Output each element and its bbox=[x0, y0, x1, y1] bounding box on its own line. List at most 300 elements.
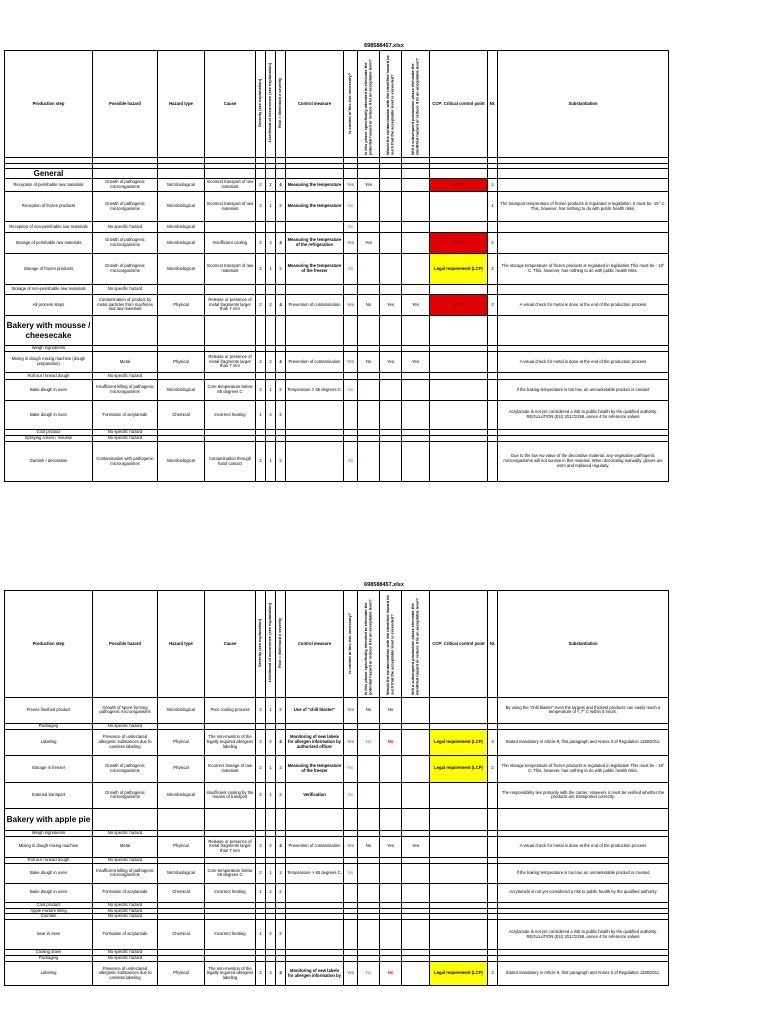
cell-cause: Incorrect heating bbox=[205, 920, 256, 950]
header-risk bbox=[276, 51, 286, 158]
cell-type: Microbiological bbox=[158, 254, 205, 285]
cell-r: 2 bbox=[276, 863, 286, 883]
table-row bbox=[5, 920, 669, 950]
cell-cause: Insufficient cooling by the means of transport bbox=[205, 782, 256, 808]
cell-step: Storage of frozen products bbox=[5, 254, 93, 285]
table-row bbox=[5, 233, 669, 254]
empty-cell bbox=[498, 316, 669, 346]
cell-q4 bbox=[402, 373, 430, 380]
cell-cause: Contamination through hand contact bbox=[205, 442, 256, 482]
empty-cell bbox=[380, 316, 402, 346]
cell-q3 bbox=[380, 883, 402, 902]
cell-nr bbox=[488, 920, 498, 950]
header-q3-label: Would the contamination with the identified hazard be such that the acceptable level is exceeded? bbox=[385, 595, 395, 695]
cell-r: 2 bbox=[276, 697, 286, 723]
header-nr bbox=[488, 591, 498, 698]
cell-l bbox=[266, 373, 276, 380]
cell-nr: 3 bbox=[488, 962, 498, 986]
cell-subst: The transport temperature of frozen products is regulated in legislation. It must be -15° C. This, however, has nothing to do with public health risks. bbox=[498, 192, 669, 222]
cell-s: 2 bbox=[256, 352, 266, 373]
cell-ccp bbox=[430, 373, 488, 380]
cell-subst: The storage temperature of frozen products is regulated in legislation This must be - 18° C. This, however, has nothing to do with public health risks. bbox=[498, 254, 669, 285]
cell-q3: Yes bbox=[380, 352, 402, 373]
header-type bbox=[158, 591, 205, 698]
header-row bbox=[5, 591, 669, 698]
cell-subst bbox=[498, 233, 669, 254]
cell-q1 bbox=[344, 883, 358, 902]
cell-subst: A visual check for metal is done at the end of the production process bbox=[498, 352, 669, 373]
cell-q1: No bbox=[344, 442, 358, 482]
cell-step: Apple mixture filling bbox=[5, 908, 93, 914]
cell-r: 4 bbox=[276, 352, 286, 373]
cell-control: Monitoring of new labels for allergen information by bbox=[286, 962, 344, 986]
cell-hazard: Growth of pathogenic microorganisms bbox=[93, 233, 158, 254]
cell-q4 bbox=[402, 233, 430, 254]
cell-hazard: No specific hazard bbox=[93, 956, 158, 962]
cell-l: 2 bbox=[266, 920, 276, 950]
cell-nr bbox=[488, 352, 498, 373]
lcp-badge: Legal requirement (LCP) bbox=[430, 254, 488, 285]
cell-subst: Due to the low Aw value of the decorative material, any vegetative pathogenic microorganisms will not survive in this material. When decorating manually, gloves are worn and replaced regularly. bbox=[498, 442, 669, 482]
cell-hazard: Contamination with pathogenic microorganisms bbox=[93, 442, 158, 482]
cell-q1: Yes bbox=[344, 295, 358, 316]
cell-nr: 1 bbox=[488, 179, 498, 192]
cell-q1: No bbox=[344, 863, 358, 883]
cell-q3 bbox=[380, 442, 402, 482]
cell-subst: Acrylamide is not yet considered a risk to public health by the qualified authority bbox=[498, 883, 669, 902]
cell-hazard: Growth of spore-forming pathogenic microorganisms bbox=[93, 697, 158, 723]
cell-subst bbox=[498, 179, 669, 192]
cell-control: Prevention of contamination bbox=[286, 352, 344, 373]
cell-hazard: No specific hazard bbox=[93, 908, 158, 914]
cell-nr bbox=[488, 373, 498, 380]
cell-q4 bbox=[402, 729, 430, 755]
table-row bbox=[5, 352, 669, 373]
empty-cell bbox=[430, 316, 488, 346]
header-ccp bbox=[430, 591, 488, 698]
cell-s: 2 bbox=[256, 295, 266, 316]
header-ccp-label: CCP: Critical control point bbox=[432, 640, 485, 646]
cell-q2 bbox=[358, 192, 380, 222]
cell-s: 2 bbox=[256, 782, 266, 808]
ccp-badge: CCP bbox=[430, 295, 488, 316]
cell-r: 2 bbox=[276, 442, 286, 482]
table-row bbox=[5, 192, 669, 222]
table-row bbox=[5, 729, 669, 755]
cell-q3: No bbox=[380, 729, 402, 755]
cell-hazard: Metal bbox=[93, 352, 158, 373]
cell-r: 4 bbox=[276, 729, 286, 755]
cell-q2: No bbox=[358, 295, 380, 316]
cell-step: All process steps bbox=[5, 295, 93, 316]
cell-q2 bbox=[358, 222, 380, 233]
header-control-label: Control measure bbox=[297, 640, 332, 646]
empty-cell bbox=[488, 316, 498, 346]
cell-step: Storage of non-perishable raw materials bbox=[5, 285, 93, 295]
header-row bbox=[5, 51, 669, 158]
header-q1 bbox=[344, 51, 358, 158]
cell-q3 bbox=[380, 285, 402, 295]
cell-subst: If the baking temperature is too low, an unmarketable product is created bbox=[498, 380, 669, 401]
cell-q1 bbox=[344, 285, 358, 295]
section-row bbox=[5, 168, 669, 178]
header-hazard bbox=[93, 51, 158, 158]
cell-cause: Core temperature below 65 degrees C bbox=[205, 863, 256, 883]
cell-control bbox=[286, 222, 344, 233]
cell-r bbox=[276, 373, 286, 380]
cell-l: 2 bbox=[266, 233, 276, 254]
cell-q4 bbox=[402, 697, 430, 723]
table-row bbox=[5, 401, 669, 430]
table-row bbox=[5, 836, 669, 857]
header-cause-label: Cause bbox=[223, 100, 237, 106]
empty-cell bbox=[358, 316, 380, 346]
cell-q4 bbox=[402, 755, 430, 782]
cell-q3: Yes bbox=[380, 295, 402, 316]
header-cause-label: Cause bbox=[223, 640, 237, 646]
empty-cell bbox=[344, 168, 358, 178]
cell-subst bbox=[498, 373, 669, 380]
cell-step: Weigh ingredients bbox=[5, 346, 93, 352]
cell-subst bbox=[498, 285, 669, 295]
cell-q4: Yes bbox=[402, 352, 430, 373]
cell-q1: Yes bbox=[344, 233, 358, 254]
cell-q3 bbox=[380, 782, 402, 808]
empty-cell bbox=[402, 808, 430, 830]
cell-q2 bbox=[358, 401, 380, 430]
cell-control: Measuring the temperature of the freezer bbox=[286, 254, 344, 285]
cell-s: 2 bbox=[256, 380, 266, 401]
cell-control: Prevention of contamination bbox=[286, 295, 344, 316]
cell-l: 1 bbox=[266, 254, 276, 285]
cell-q4 bbox=[402, 782, 430, 808]
cell-l: 1 bbox=[266, 697, 276, 723]
cell-step: Reception of perishable raw materials bbox=[5, 179, 93, 192]
empty-cell bbox=[93, 808, 158, 830]
empty-cell bbox=[488, 808, 498, 830]
cell-s: 2 bbox=[256, 254, 266, 285]
cell-hazard: No specific hazard bbox=[93, 723, 158, 729]
header-hazard bbox=[93, 591, 158, 698]
header-q4-label: Will a subsequent production phase eliminate the identified hazard or reduce it to an acceptable level? bbox=[410, 58, 420, 155]
cell-q2: Yes bbox=[358, 233, 380, 254]
cell-q2: Yes bbox=[358, 179, 380, 192]
cell-r: 2 bbox=[276, 920, 286, 950]
header-step bbox=[5, 51, 93, 158]
cell-hazard: No specific hazard bbox=[93, 902, 158, 908]
cell-type: Chemical bbox=[158, 883, 205, 902]
cell-s: 2 bbox=[256, 729, 266, 755]
cell-l: 2 bbox=[266, 729, 276, 755]
header-q3-label: Would the contamination with the identified hazard be such that the acceptable level is exceeded? bbox=[385, 55, 395, 155]
cell-step: Reception of non-perishable raw materials bbox=[5, 222, 93, 233]
cell-nr: 1 bbox=[488, 192, 498, 222]
cell-cause: Release or presence of metal fragments larger than 7 mm bbox=[205, 352, 256, 373]
cell-step: Mixing in dough mixing machine (dough preparation) bbox=[5, 352, 93, 373]
cell-hazard: Insufficient killing of pathogenic microorganisms bbox=[93, 380, 158, 401]
cell-s: 2 bbox=[256, 442, 266, 482]
cell-l: 2 bbox=[266, 962, 276, 986]
cell-nr bbox=[488, 836, 498, 857]
cell-control: Verification bbox=[286, 782, 344, 808]
cell-l: 1 bbox=[266, 442, 276, 482]
cell-q1: No bbox=[344, 755, 358, 782]
cell-ccp bbox=[430, 442, 488, 482]
cell-type: Chemical bbox=[158, 401, 205, 430]
cell-q3 bbox=[380, 401, 402, 430]
cell-cause: Incorrect transport of raw materials bbox=[205, 192, 256, 222]
cell-l: 1 bbox=[266, 380, 276, 401]
cell-subst: A visual check for metal is done at the end of the production process bbox=[498, 836, 669, 857]
cell-q3 bbox=[380, 222, 402, 233]
cell-nr bbox=[488, 380, 498, 401]
cell-cause: Poor cooling process bbox=[205, 697, 256, 723]
table-row bbox=[5, 863, 669, 883]
table-row bbox=[5, 883, 669, 902]
cell-control bbox=[286, 883, 344, 902]
header-subst-label: Substantiation bbox=[568, 100, 598, 106]
section-title: Bakery with mousse / cheesecake bbox=[5, 316, 93, 346]
empty-cell bbox=[205, 316, 256, 346]
cell-cause bbox=[205, 222, 256, 233]
cell-control: Measuring the temperature of the refrigeration bbox=[286, 233, 344, 254]
cell-hazard: Growth of pathogenic microorganisms bbox=[93, 755, 158, 782]
header-step-label: Production step bbox=[32, 640, 65, 646]
cell-q1: No bbox=[344, 254, 358, 285]
header-likelihood-label: Likelihood of occurrence (see explanation) bbox=[267, 603, 273, 683]
cell-q1: Yes bbox=[344, 836, 358, 857]
cell-s: 2 bbox=[256, 697, 266, 723]
cell-cause: Incorrect storage of raw materials bbox=[205, 755, 256, 782]
empty-cell bbox=[498, 808, 669, 830]
cell-ccp bbox=[430, 222, 488, 233]
cell-control bbox=[286, 442, 344, 482]
cell-hazard: Contamination of product by metal particles from machines and raw materials bbox=[93, 295, 158, 316]
cell-hazard: No specific hazard bbox=[93, 222, 158, 233]
section-title: Bakery with apple pie bbox=[5, 808, 93, 830]
cell-l: 2 bbox=[266, 401, 276, 430]
header-cause bbox=[205, 591, 256, 698]
cell-r bbox=[276, 285, 286, 295]
cell-ccp bbox=[430, 352, 488, 373]
cell-step: Crumble bbox=[5, 914, 93, 920]
header-type bbox=[158, 51, 205, 158]
cell-step: Storage of perishable raw materials bbox=[5, 233, 93, 254]
cell-q2 bbox=[358, 442, 380, 482]
empty-cell bbox=[286, 168, 344, 178]
header-ccp-label: CCP: Critical control point bbox=[432, 100, 485, 106]
cell-type: Physical bbox=[158, 962, 205, 986]
cell-subst: If the baking temperature is too low, an unmarketable product is created bbox=[498, 863, 669, 883]
table-row bbox=[5, 782, 669, 808]
cell-step: Garnish / decoration bbox=[5, 442, 93, 482]
cell-cause: Insufficient cooling bbox=[205, 233, 256, 254]
cell-subst: The responsibility lies primarily with the carrier. However, it must be verified whether the products are transported correctly. bbox=[498, 782, 669, 808]
header-severity bbox=[256, 591, 266, 698]
cell-q4 bbox=[402, 179, 430, 192]
empty-cell bbox=[358, 168, 380, 178]
cell-step: Weigh ingredients bbox=[5, 830, 93, 836]
document-title-page-2: 698588457.xlsx bbox=[364, 582, 404, 588]
table-row bbox=[5, 295, 669, 316]
table-row bbox=[5, 285, 669, 295]
cell-step: Bake dough in oven bbox=[5, 883, 93, 902]
cell-l: 1 bbox=[266, 192, 276, 222]
cell-nr bbox=[488, 285, 498, 295]
cell-q2: No bbox=[358, 836, 380, 857]
empty-cell bbox=[402, 316, 430, 346]
header-risk bbox=[276, 591, 286, 698]
header-severity bbox=[256, 51, 266, 158]
cell-q4 bbox=[402, 285, 430, 295]
header-subst bbox=[498, 591, 669, 698]
cell-hazard: No specific hazard bbox=[93, 914, 158, 920]
cell-step: Freeze finished product bbox=[5, 697, 93, 723]
cell-nr bbox=[488, 782, 498, 808]
cell-q3 bbox=[380, 755, 402, 782]
lcp-badge: Legal requirement (LCP) bbox=[430, 729, 488, 755]
header-q2-label: Is this phase specifically intended to eliminate the potential hazard or reduce it to an acceptable level? bbox=[363, 59, 373, 155]
cell-q1: Yes bbox=[344, 179, 358, 192]
cell-nr bbox=[488, 222, 498, 233]
cell-l: 2 bbox=[266, 179, 276, 192]
ccp-badge: CCP bbox=[430, 233, 488, 254]
cell-r: 2 bbox=[276, 782, 286, 808]
cell-r: 2 bbox=[276, 883, 286, 902]
cell-subst: The storage temperature of frozen products is regulated in legislation This must be - 18° C. This, however, has nothing to do with public health risks. bbox=[498, 755, 669, 782]
header-q2 bbox=[358, 51, 380, 158]
header-q3 bbox=[380, 591, 402, 698]
cell-s: 1 bbox=[256, 920, 266, 950]
header-severity-label: Severity (see explanation) bbox=[257, 78, 263, 127]
cell-cause bbox=[205, 285, 256, 295]
cell-step: Cool product bbox=[5, 902, 93, 908]
cell-nr bbox=[488, 883, 498, 902]
header-subst bbox=[498, 51, 669, 158]
cell-l: 1 bbox=[266, 782, 276, 808]
cell-s bbox=[256, 222, 266, 233]
cell-step: Sear in oven bbox=[5, 920, 93, 950]
cell-r: 2 bbox=[276, 192, 286, 222]
table-row bbox=[5, 380, 669, 401]
cell-q3 bbox=[380, 192, 402, 222]
empty-cell bbox=[276, 168, 286, 178]
empty-cell bbox=[344, 808, 358, 830]
header-hazard-label: Possible hazard bbox=[109, 100, 141, 106]
section-title: General bbox=[5, 168, 93, 178]
cell-nr: 3 bbox=[488, 729, 498, 755]
header-hazard-label: Possible hazard bbox=[109, 640, 141, 646]
empty-cell bbox=[286, 808, 344, 830]
cell-s: 1 bbox=[256, 401, 266, 430]
cell-control bbox=[286, 401, 344, 430]
cell-hazard: Formation of acrylamide bbox=[93, 401, 158, 430]
cell-hazard: Growth of pathogenic microorganisms bbox=[93, 192, 158, 222]
cell-step: Bake dough in oven bbox=[5, 380, 93, 401]
cell-control: Measuring the temperature bbox=[286, 192, 344, 222]
cell-q2: No bbox=[358, 352, 380, 373]
table-row bbox=[5, 222, 669, 233]
section-row bbox=[5, 808, 669, 830]
cell-type: Chemical bbox=[158, 920, 205, 950]
cell-q1: No bbox=[344, 380, 358, 401]
empty-cell bbox=[93, 168, 158, 178]
cell-q1: No bbox=[344, 222, 358, 233]
empty-cell bbox=[256, 808, 266, 830]
cell-s: 2 bbox=[256, 179, 266, 192]
cell-cause bbox=[205, 373, 256, 380]
cell-r bbox=[276, 222, 286, 233]
cell-subst: Stated mandatory in Article 9, first paragraph and Annex II of Regulation 1169/2011. bbox=[498, 729, 669, 755]
cell-q2: No bbox=[358, 697, 380, 723]
cell-q2 bbox=[358, 373, 380, 380]
cell-l: 2 bbox=[266, 836, 276, 857]
cell-nr bbox=[488, 863, 498, 883]
cell-r: 4 bbox=[276, 962, 286, 986]
header-control bbox=[286, 51, 344, 158]
cell-q3 bbox=[380, 920, 402, 950]
cell-type: Microbiological bbox=[158, 863, 205, 883]
cell-cause: The non-mention of the legally required allergens labeling bbox=[205, 962, 256, 986]
cell-r: 2 bbox=[276, 755, 286, 782]
cell-control bbox=[286, 920, 344, 950]
empty-cell bbox=[380, 808, 402, 830]
empty-cell bbox=[256, 316, 266, 346]
cell-control: Monitoring of new labels for allergen information by authorized officer bbox=[286, 729, 344, 755]
cell-control: Prevention of contamination bbox=[286, 836, 344, 857]
cell-hazard: No specific hazard bbox=[93, 950, 158, 956]
cell-step: Bake dough in oven bbox=[5, 863, 93, 883]
empty-cell bbox=[488, 168, 498, 178]
cell-step: Storage in freezer bbox=[5, 755, 93, 782]
cell-q2 bbox=[358, 920, 380, 950]
cell-control: Measuring the temperature of the freezer bbox=[286, 755, 344, 782]
cell-r: 2 bbox=[276, 380, 286, 401]
header-likelihood-label: Likelihood of occurrence (see explanation) bbox=[267, 63, 273, 143]
cell-hazard: Growth of pathogenic microorganisms bbox=[93, 254, 158, 285]
header-q4 bbox=[402, 51, 430, 158]
cell-hazard: Presence of undeclared allergenic substances due to careless labeling bbox=[93, 962, 158, 986]
cell-q3 bbox=[380, 254, 402, 285]
cell-type: Microbiological bbox=[158, 442, 205, 482]
cell-q4 bbox=[402, 962, 430, 986]
header-control bbox=[286, 591, 344, 698]
cell-q3 bbox=[380, 380, 402, 401]
table-row bbox=[5, 179, 669, 192]
section-row bbox=[5, 316, 669, 346]
cell-q1 bbox=[344, 373, 358, 380]
cell-hazard: Metal bbox=[93, 836, 158, 857]
cell-step: Labeling bbox=[5, 962, 93, 986]
header-likelihood bbox=[266, 591, 276, 698]
cell-q2: No bbox=[358, 962, 380, 986]
cell-q4 bbox=[402, 192, 430, 222]
cell-r: 4 bbox=[276, 179, 286, 192]
header-q1-label: Is control of this risk necessary? bbox=[347, 72, 353, 134]
header-subst-label: Substantiation bbox=[568, 640, 598, 646]
cell-cause: Incorrect transport of raw materials bbox=[205, 179, 256, 192]
cell-q4: Yes bbox=[402, 295, 430, 316]
cell-control: Temperature > 65 degrees C. bbox=[286, 380, 344, 401]
cell-q3 bbox=[380, 863, 402, 883]
cell-step: Roll out / knead dough bbox=[5, 373, 93, 380]
cell-q1 bbox=[344, 920, 358, 950]
cell-nr bbox=[488, 442, 498, 482]
cell-s: 2 bbox=[256, 192, 266, 222]
cell-hazard: No specific hazard bbox=[93, 430, 158, 436]
header-control-label: Control measure bbox=[297, 100, 332, 106]
cell-q3 bbox=[380, 179, 402, 192]
